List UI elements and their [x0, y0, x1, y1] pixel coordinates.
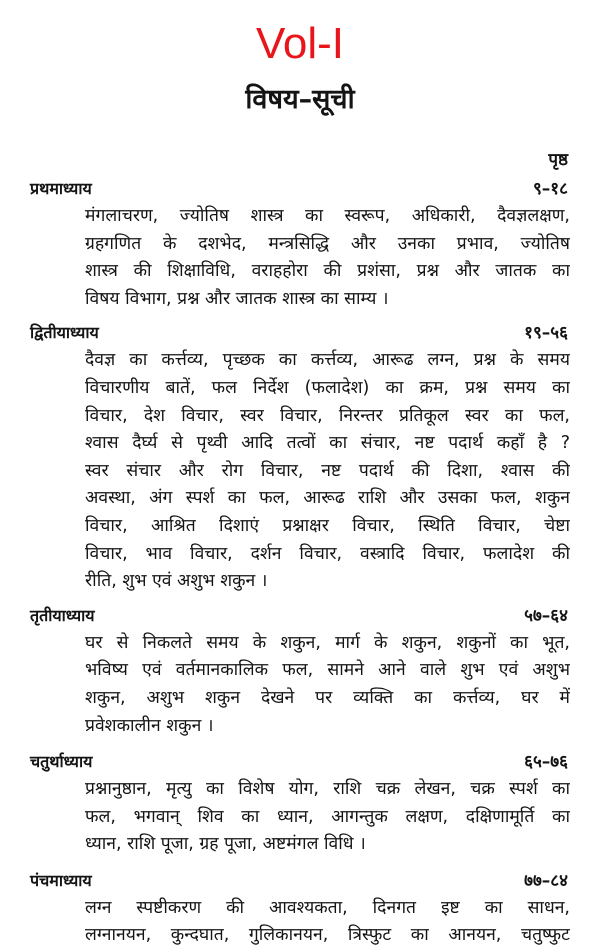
topic-line: विषय विभाग, प्रश्न और जातक शास्त्र का साम्य ।: [85, 288, 389, 309]
topic-line: शास्त्र की शिक्षाविधि, वराहहोरा की प्रशंसा, प्रश्न और जातक का: [85, 261, 570, 282]
topic-line: दैवज्ञ का कर्त्तव्य, पृच्छक का कर्त्तव्य, आरूढ लग्न, प्रश्न के समय: [85, 350, 570, 371]
page-title: विषय–सूची: [245, 84, 355, 115]
toc-section: [0, 867, 600, 950]
page-range: ६५–७६: [524, 752, 568, 773]
topic-line: लग्नानयन, कुन्दघात, गुलिकानयन, त्रिस्फुट का आनयन, चतुष्फुट: [85, 925, 570, 946]
toc-section: [0, 319, 600, 595]
page-range: ५७–६४: [524, 605, 568, 626]
topic-line: मंगलाचरण, ज्योतिष शास्त्र का स्वरूप, अधिकारी, दैवज्ञलक्षण,: [85, 206, 570, 226]
page-range: ७७–८४: [524, 870, 568, 891]
toc-section: [0, 602, 600, 740]
section-heading: [0, 748, 600, 776]
table-of-contents: [0, 175, 600, 950]
topic-line: विचार, आश्रित दिशाएं प्रश्नाक्षर विचार, स्थिति विचार, चेष्टा: [85, 515, 570, 536]
topic-line: लग्न स्पष्टीकरण की आवश्यकता, दिनगत इष्ट का साधन,: [85, 897, 570, 918]
topic-line: विचार, देश विचार, स्वर विचार, निरन्तर प्रतिकूल स्वर का फल,: [85, 405, 570, 426]
topic-line: श्वास दैर्घ्य से पृथ्वी आदि तत्वों का संचार, नष्ट पदार्थ कहाँ है ?: [85, 433, 570, 454]
topic-line: विचारणीय बातें, फल निर्देश (फलादेश) का क्रम, प्रश्न समय का: [85, 377, 570, 398]
topic-line: फल, भगवान् शिव का ध्यान, आगन्तुक लक्षण, दक्षिणामूर्ति का: [85, 806, 570, 827]
topic-line: प्रश्नानुष्ठान, मृत्यु का विशेष योग, राशि चक्र लेखन, चक्र स्पर्श का: [85, 779, 570, 800]
chapter-title: प्रथमाध्याय: [30, 179, 92, 198]
topic-line: प्रवेशकालीन शकुन ।: [85, 715, 214, 736]
topic-line: रीति, शुभ एवं अशुभ शकुन ।: [85, 571, 268, 592]
topic-line: ध्यान, राशि पूजा, ग्रह पूजा, अष्टमंगल विधि ।: [85, 834, 366, 855]
topic-line: भविष्य एवं वर्तमानकालिक फल, सामने आने वाले शुभ एवं अशुभ: [85, 660, 570, 681]
topic-line: स्वर संचार और रोग विचार, नष्ट पदार्थ की दिशा, श्वास की: [85, 460, 570, 481]
toc-section: [0, 748, 600, 859]
toc-section: [0, 175, 600, 313]
topic-line: अवस्था, अंग स्पर्श का फल, आरूढ राशि और उसका फल, शकुन: [85, 488, 570, 509]
chapter-title: तृतीयाध्याय: [30, 605, 95, 625]
chapter-title: द्वितीयाध्याय: [30, 323, 99, 343]
chapter-title: चतुर्थाध्याय: [30, 752, 93, 772]
section-heading: [0, 319, 600, 347]
topic-line: शकुन, अशुभ शकुन देखने पर व्यक्ति का कर्त्तव्य, घर में: [85, 687, 570, 708]
page-range: ९–१८: [532, 179, 568, 199]
section-heading: [0, 867, 600, 895]
page-column-label: पृष्ठ: [548, 150, 568, 170]
section-heading: [0, 175, 600, 203]
chapter-title: पंचमाध्याय: [30, 870, 92, 890]
section-heading: [0, 602, 600, 630]
topic-line: ग्रहगणित के दशभेद, मन्त्रसिद्धि और उनका प्रभाव, ज्योतिष: [85, 233, 570, 254]
topic-line: विचार, भाव विचार, दर्शन विचार, वस्त्रादि विचार, फलादेश की: [85, 543, 570, 564]
page-range: १९–५६: [524, 323, 568, 344]
volume-label: Vol-I: [255, 19, 345, 68]
topic-line: घर से निकलते समय के शकुन, मार्ग के शकुन, शकुनों का भूत,: [85, 632, 570, 653]
